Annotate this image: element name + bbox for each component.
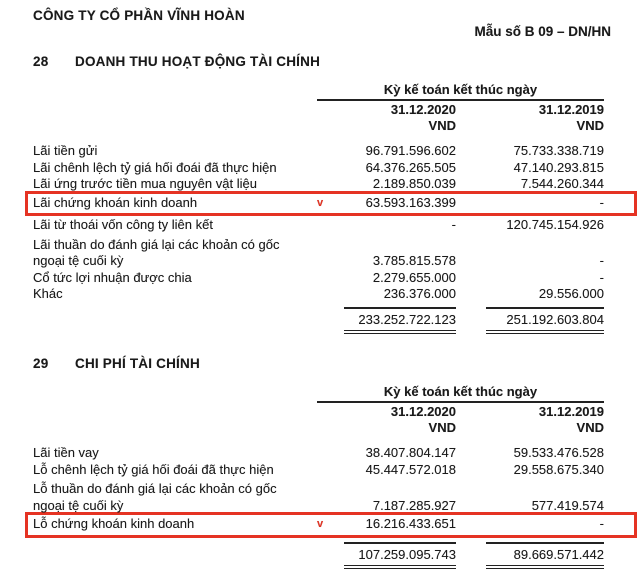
company-name: CÔNG TY CỔ PHẦN VĨNH HOÀN: [33, 8, 245, 23]
sections-container: [33, 54, 604, 569]
section-number: 28: [33, 54, 49, 69]
section-heading: [33, 54, 604, 70]
row-label: Lỗ chênh lệch tỷ giá hối đoái đã thực hiện: [33, 461, 274, 477]
period-title: Kỳ kế toán kết thúc ngày: [317, 384, 604, 403]
row-label: Lãi ứng trước tiền mua nguyên vật liệu: [33, 176, 257, 191]
total-2020: 233.252.722.123: [344, 307, 456, 335]
table-row: [33, 270, 604, 287]
table-row: [33, 462, 604, 479]
row-label: Lãi tiền vay: [33, 445, 99, 460]
table-rows: [33, 445, 604, 538]
value-2020: 63.593.163.399: [365, 194, 456, 210]
value-2020: 96.791.596.602: [365, 143, 456, 158]
period-dates-row: [317, 404, 604, 420]
value-2020: 45.447.572.018: [365, 461, 456, 477]
red-tick-marker: v: [316, 196, 324, 209]
value-2019: -: [599, 516, 604, 531]
value-2019: 29.558.675.340: [513, 461, 604, 477]
total-2020: 107.259.095.743: [344, 542, 456, 570]
row-label: Lãi thuần do đánh giá lại các khoản có gốc ngoại tệ cuối kỳ: [33, 236, 280, 268]
row-label: Cổ tức lợi nhuận được chia: [33, 269, 192, 285]
totals-row: [33, 307, 604, 335]
value-2019: -: [599, 194, 604, 210]
totals-row: [33, 542, 604, 570]
value-2020: 2.189.850.039: [372, 176, 456, 191]
table-row: [33, 286, 604, 303]
period-currency-row: [317, 118, 604, 134]
column-date-2019: 31.12.2019: [538, 102, 604, 117]
column-date-2020: 31.12.2020: [390, 404, 456, 419]
value-2020: -: [451, 217, 456, 232]
value-2020: 16.216.433.651: [365, 516, 456, 531]
table-row: [33, 143, 604, 160]
value-2019: 59.533.476.528: [513, 445, 604, 460]
value-2019: 29.556.000: [538, 286, 604, 301]
table-row: [33, 445, 604, 462]
currency-label-2020: VND: [428, 117, 456, 133]
total-2019: 251.192.603.804: [486, 307, 604, 335]
value-2019: 7.544.260.344: [520, 176, 604, 191]
table-row: [33, 237, 604, 270]
column-date-2020: 31.12.2020: [390, 102, 456, 117]
section-title: DOANH THU HOẠT ĐỘNG TÀI CHÍNH: [75, 54, 321, 69]
row-label: Lãi chứng khoán kinh doanh: [33, 194, 198, 210]
value-2019: -: [599, 253, 604, 268]
highlighted-table-row: [25, 512, 637, 538]
value-2020: 3.785.815.578: [372, 253, 456, 268]
section-title: CHI PHÍ TÀI CHÍNH: [75, 356, 200, 371]
financial-note-section: [33, 54, 604, 334]
currency-label-2020: VND: [428, 419, 456, 435]
document-header: [33, 8, 611, 40]
section-number: 29: [33, 356, 49, 371]
row-label: Lãi chênh lệch tỷ giá hối đoái đã thực hiện: [33, 159, 277, 175]
table-rows: [33, 143, 604, 303]
red-tick-marker: v: [316, 518, 324, 530]
table-row: [33, 217, 604, 234]
value-2020: 236.376.000: [383, 286, 456, 301]
section-heading: [33, 356, 604, 372]
value-2019: 75.733.338.719: [513, 143, 604, 158]
row-label: Lãi tiền gửi: [33, 143, 98, 158]
column-date-2019: 31.12.2019: [538, 404, 604, 419]
period-title: Kỳ kế toán kết thúc ngày: [317, 82, 604, 101]
currency-label-2019: VND: [576, 117, 604, 133]
period-header: [317, 384, 604, 435]
table-row: [33, 160, 604, 177]
value-2019: 120.745.154.926: [506, 217, 604, 232]
period-dates-row: [317, 102, 604, 118]
period-header: [317, 82, 604, 133]
value-2019: 47.140.293.815: [513, 159, 604, 175]
value-2020: 38.407.804.147: [365, 445, 456, 460]
value-2020: 7.187.285.927: [372, 497, 456, 513]
form-number: Mẫu số B 09 – DN/HN: [474, 24, 611, 39]
table-row: [33, 481, 604, 514]
total-2019: 89.669.571.442: [486, 542, 604, 570]
value-2020: 2.279.655.000: [372, 269, 456, 285]
currency-label-2019: VND: [576, 419, 604, 435]
highlighted-table-row: [25, 191, 637, 217]
value-2019: 577.419.574: [531, 497, 604, 513]
value-2019: -: [599, 269, 604, 285]
row-label: Lỗ chứng khoán kinh doanh: [33, 516, 195, 531]
row-label: Khác: [33, 286, 63, 301]
row-label: Lỗ thuần do đánh giá lại các khoản có gốc ngoại tệ cuối kỳ: [33, 481, 277, 513]
value-2020: 64.376.265.505: [365, 159, 456, 175]
period-currency-row: [317, 420, 604, 436]
financial-note-section: [33, 356, 604, 569]
row-label: Lãi từ thoái vốn công ty liên kết: [33, 217, 213, 232]
